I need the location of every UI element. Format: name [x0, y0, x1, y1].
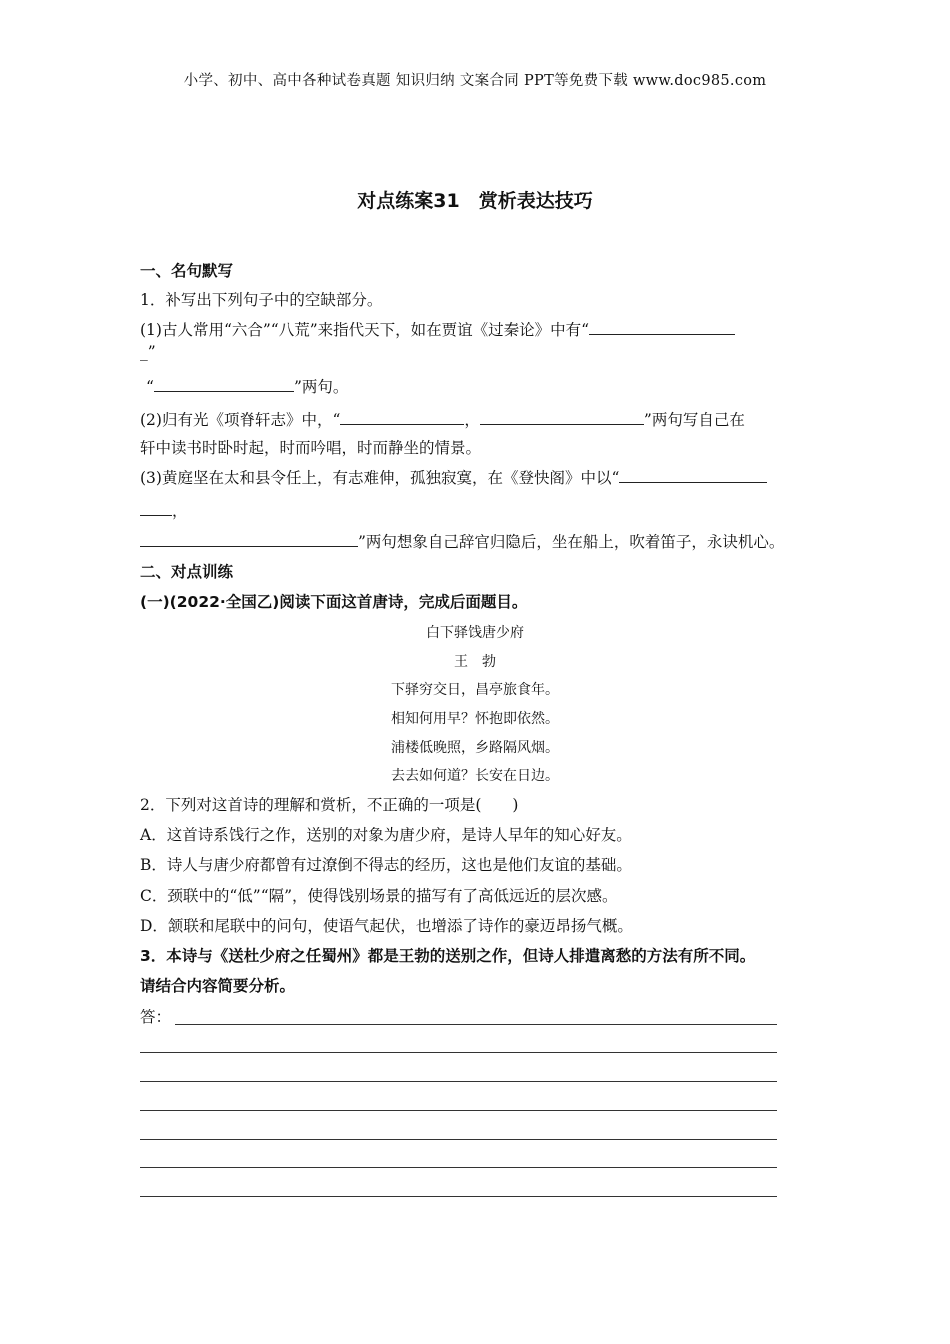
- poem-line: 浦楼低晚照，乡路隔风烟。: [391, 740, 559, 756]
- question-2-stem: 2．下列对这首诗的理解和赏析，不正确的一项是( ): [140, 796, 519, 814]
- reading-intro: (一)(2022·全国乙)阅读下面这首唐诗，完成后面题目。: [140, 593, 528, 611]
- question-3-stem: 3．本诗与《送杜少府之任蜀州》都是王勃的送别之作，但诗人排遣离愁的方法有所不同。: [140, 947, 756, 965]
- q1-part2-line: [140, 409, 745, 430]
- answer-blank[interactable]: [480, 409, 644, 425]
- q1-part3-line3: [140, 531, 784, 552]
- page-title: 对点练案31 赏析表达技巧: [357, 190, 593, 212]
- question-3-stem-cont: 请结合内容简要分析。: [140, 977, 296, 995]
- q1-part2-tail: ”两句写自己在: [643, 411, 745, 429]
- answer-blank[interactable]: [140, 500, 172, 516]
- q1-part1-tail: ”两句。: [293, 378, 349, 396]
- open-quote: “: [146, 378, 154, 396]
- q1-part2-line2: 轩中读书时卧时起，时而吟唱，时而静坐的情景。: [140, 439, 482, 457]
- q1-part3-text: (3)黄庭坚在太和县令任上，有志难伸，孤独寂寞，在《登快阁》中以“: [140, 469, 620, 487]
- q1-part3-overflow: [140, 500, 188, 521]
- option-b[interactable]: B．诗人与唐少府都曾有过潦倒不得志的经历，这也是他们友谊的基础。: [140, 856, 632, 874]
- page-header: 小学、初中、高中各种试卷真题 知识归纳 文案合同 PPT等免费下载 www.doc985.com: [183, 73, 767, 89]
- answer-label: 答：: [140, 1008, 172, 1026]
- answer-line[interactable]: [140, 1167, 777, 1168]
- answer-line[interactable]: [140, 1110, 777, 1111]
- comma: ，: [464, 411, 480, 429]
- answer-line[interactable]: [140, 1139, 777, 1140]
- q1-part1-text: (1)古人常用“六合”“八荒”来指代天下，如在贾谊《过秦论》中有“: [140, 321, 590, 339]
- q1-part1-line2: [146, 376, 348, 397]
- answer-line[interactable]: [175, 1024, 777, 1025]
- q1-part3-tail: ”两句想象自己辞官归隐后，坐在船上，吹着笛子，永诀机心。: [358, 533, 785, 551]
- q1-part1-overflow: _”: [140, 343, 156, 361]
- option-d[interactable]: D．颔联和尾联中的问句，使语气起伏，也增添了诗作的豪迈昂扬气概。: [140, 917, 633, 935]
- poem-title: 白下驿饯唐少府: [426, 625, 524, 641]
- poem-author: 王 勃: [454, 654, 496, 670]
- comma: ，: [172, 502, 188, 520]
- q1-part3-line: [140, 467, 767, 488]
- q1-part1-line: [140, 319, 735, 340]
- answer-line[interactable]: [140, 1196, 777, 1197]
- answer-blank[interactable]: [340, 409, 464, 425]
- answer-blank[interactable]: [140, 531, 358, 547]
- poem-line: 去去如何道？长安在日边。: [391, 768, 559, 784]
- answer-blank[interactable]: [619, 467, 767, 483]
- answer-blank[interactable]: [154, 376, 294, 392]
- answer-line[interactable]: [140, 1081, 777, 1082]
- section-heading-1: 一、名句默写: [140, 262, 234, 280]
- poem-line: 下驿穷交日，昌亭旅食年。: [391, 682, 559, 698]
- option-a[interactable]: A．这首诗系饯行之作，送别的对象为唐少府，是诗人早年的知心好友。: [140, 826, 632, 844]
- section-heading-2: 二、对点训练: [140, 563, 234, 581]
- poem-line: 相知何用早？怀抱即依然。: [391, 711, 559, 727]
- answer-blank[interactable]: [589, 319, 735, 335]
- question-1-stem: 1．补写出下列句子中的空缺部分。: [140, 291, 383, 309]
- answer-line[interactable]: [140, 1052, 777, 1053]
- q1-part2-text: (2)归有光《项脊轩志》中，“: [140, 411, 341, 429]
- option-c[interactable]: C．颈联中的“低”“隔”，使得饯别场景的描写有了高低远近的层次感。: [140, 887, 618, 905]
